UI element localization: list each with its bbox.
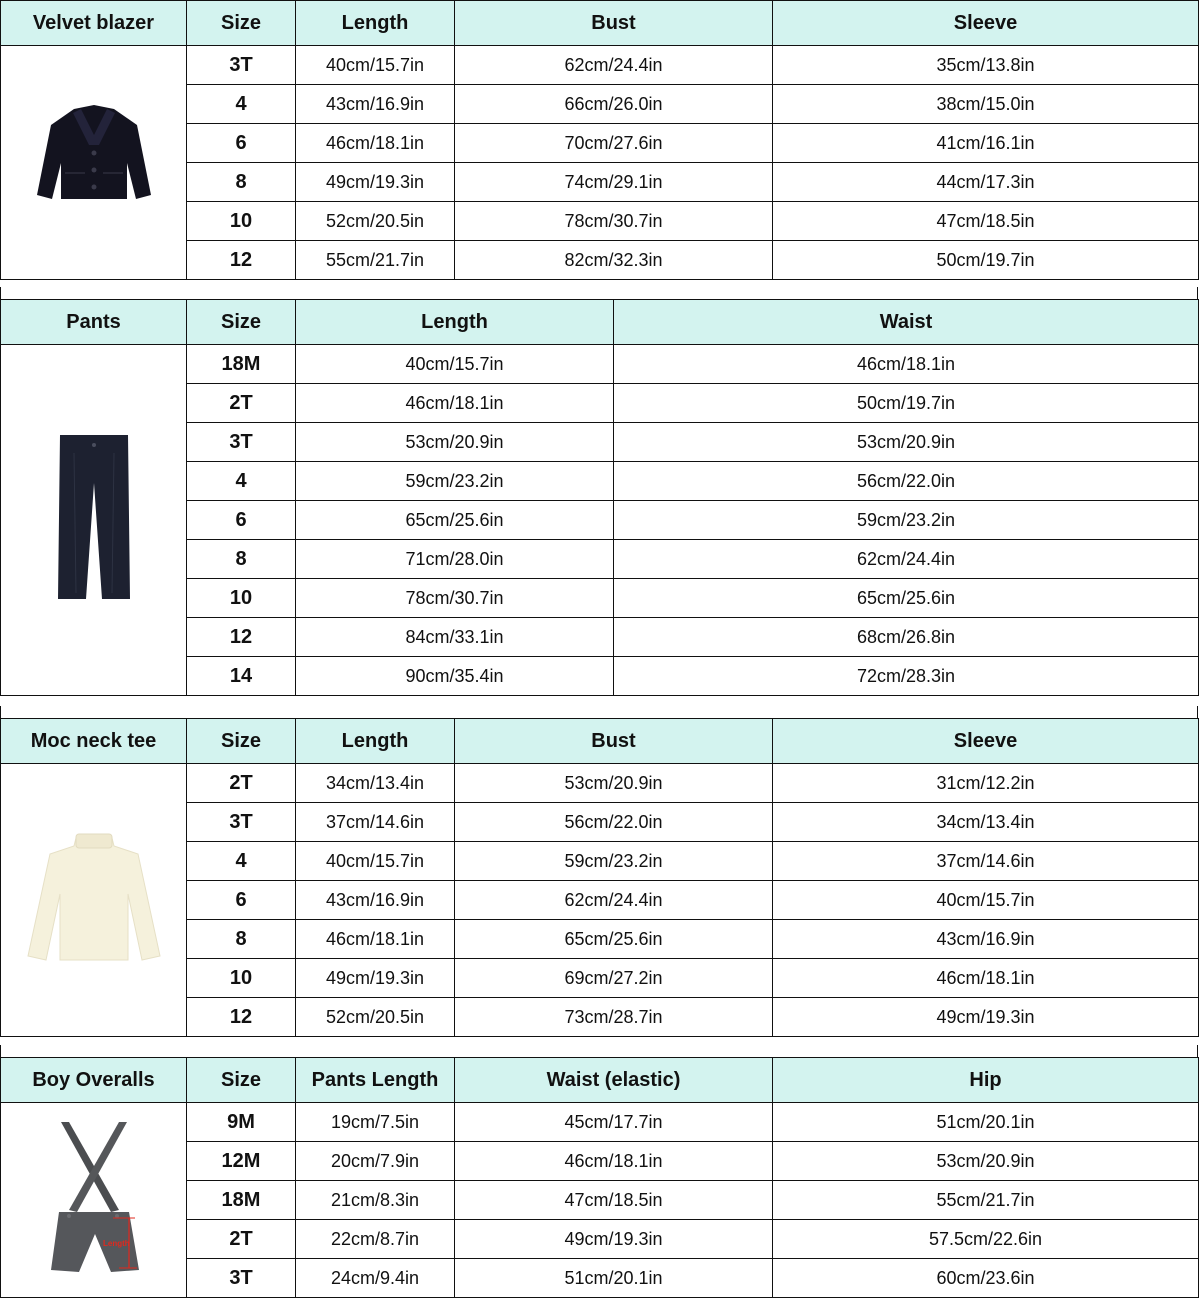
measurement-cell: 53cm/20.9in <box>455 764 773 803</box>
measurement-cell: 43cm/16.9in <box>296 881 455 920</box>
measurement-cell: 34cm/13.4in <box>773 803 1199 842</box>
column-header: Hip <box>773 1058 1199 1103</box>
measurement-cell: 46cm/18.1in <box>296 124 455 163</box>
measurement-cell: 56cm/22.0in <box>614 462 1199 501</box>
measurement-cell: 53cm/20.9in <box>614 423 1199 462</box>
table-row <box>1 345 1199 384</box>
boy-overalls-image <box>39 1118 149 1278</box>
measurement-cell: 70cm/27.6in <box>455 124 773 163</box>
size-cell: 3T <box>187 1259 296 1298</box>
size-cell: 9M <box>187 1103 296 1142</box>
measurement-cell: 43cm/16.9in <box>773 920 1199 959</box>
column-header: Size <box>187 1058 296 1103</box>
column-header: Bust <box>455 719 773 764</box>
measurement-cell: 43cm/16.9in <box>296 85 455 124</box>
column-header: Waist (elastic) <box>455 1058 773 1103</box>
measurement-cell: 37cm/14.6in <box>773 842 1199 881</box>
length-annotation: Length <box>102 1238 130 1248</box>
measurement-cell: 37cm/14.6in <box>296 803 455 842</box>
measurement-cell: 44cm/17.3in <box>773 163 1199 202</box>
measurement-cell: 41cm/16.1in <box>773 124 1199 163</box>
size-cell: 3T <box>187 803 296 842</box>
column-header: Waist <box>614 300 1199 345</box>
measurement-cell: 31cm/12.2in <box>773 764 1199 803</box>
measurement-cell: 55cm/21.7in <box>773 1181 1199 1220</box>
column-header: Bust <box>455 1 773 46</box>
size-cell: 18M <box>187 345 296 384</box>
size-cell: 18M <box>187 1181 296 1220</box>
product-image-cell <box>1 764 187 1037</box>
measurement-cell: 38cm/15.0in <box>773 85 1199 124</box>
table-header-row <box>1 1058 1199 1103</box>
column-header: Length <box>296 1 455 46</box>
measurement-cell: 71cm/28.0in <box>296 540 614 579</box>
measurement-cell: 46cm/18.1in <box>455 1142 773 1181</box>
measurement-cell: 55cm/21.7in <box>296 241 455 280</box>
measurement-cell: 40cm/15.7in <box>296 345 614 384</box>
measurement-cell: 73cm/28.7in <box>455 998 773 1037</box>
size-table-pants <box>0 299 1198 696</box>
product-name: Boy Overalls <box>1 1058 187 1103</box>
measurement-cell: 46cm/18.1in <box>296 384 614 423</box>
column-header: Size <box>187 719 296 764</box>
pants-image <box>54 433 134 603</box>
section-divider <box>0 706 1198 718</box>
measurement-cell: 50cm/19.7in <box>614 384 1199 423</box>
product-image-cell <box>1 46 187 280</box>
size-cell: 12 <box>187 998 296 1037</box>
size-cell: 3T <box>187 46 296 85</box>
measurement-cell: 90cm/35.4in <box>296 657 614 696</box>
size-cell: 12M <box>187 1142 296 1181</box>
measurement-cell: 78cm/30.7in <box>296 579 614 618</box>
measurement-cell: 62cm/24.4in <box>455 881 773 920</box>
measurement-cell: 51cm/20.1in <box>455 1259 773 1298</box>
measurement-cell: 20cm/7.9in <box>296 1142 455 1181</box>
table-row <box>1 764 1199 803</box>
size-cell: 6 <box>187 881 296 920</box>
table-header-row <box>1 1 1199 46</box>
measurement-cell: 19cm/7.5in <box>296 1103 455 1142</box>
column-header: Size <box>187 300 296 345</box>
measurement-cell: 62cm/24.4in <box>455 46 773 85</box>
product-name: Velvet blazer <box>1 1 187 46</box>
measurement-cell: 59cm/23.2in <box>296 462 614 501</box>
measurement-cell: 51cm/20.1in <box>773 1103 1199 1142</box>
measurement-cell: 47cm/18.5in <box>455 1181 773 1220</box>
measurement-cell: 84cm/33.1in <box>296 618 614 657</box>
size-cell: 2T <box>187 384 296 423</box>
size-cell: 8 <box>187 540 296 579</box>
measurement-cell: 22cm/8.7in <box>296 1220 455 1259</box>
measurement-cell: 50cm/19.7in <box>773 241 1199 280</box>
size-cell: 2T <box>187 764 296 803</box>
size-cell: 8 <box>187 920 296 959</box>
size-cell: 10 <box>187 959 296 998</box>
moc-neck-tee-image <box>24 830 164 965</box>
table-row <box>1 1103 1199 1142</box>
measurement-cell: 72cm/28.3in <box>614 657 1199 696</box>
measurement-cell: 52cm/20.5in <box>296 202 455 241</box>
measurement-cell: 52cm/20.5in <box>296 998 455 1037</box>
column-header: Sleeve <box>773 719 1199 764</box>
measurement-cell: 47cm/18.5in <box>773 202 1199 241</box>
column-header: Pants Length <box>296 1058 455 1103</box>
size-cell: 6 <box>187 501 296 540</box>
measurement-cell: 46cm/18.1in <box>614 345 1199 384</box>
product-name: Moc neck tee <box>1 719 187 764</box>
size-cell: 4 <box>187 462 296 501</box>
measurement-cell: 40cm/15.7in <box>773 881 1199 920</box>
measurement-cell: 74cm/29.1in <box>455 163 773 202</box>
size-cell: 12 <box>187 618 296 657</box>
table-header-row <box>1 300 1199 345</box>
size-cell: 12 <box>187 241 296 280</box>
table-row <box>1 46 1199 85</box>
product-name: Pants <box>1 300 187 345</box>
column-header: Size <box>187 1 296 46</box>
table-header-row <box>1 719 1199 764</box>
size-cell: 10 <box>187 202 296 241</box>
measurement-cell: 53cm/20.9in <box>296 423 614 462</box>
measurement-cell: 69cm/27.2in <box>455 959 773 998</box>
size-cell: 4 <box>187 85 296 124</box>
column-header: Length <box>296 300 614 345</box>
measurement-cell: 34cm/13.4in <box>296 764 455 803</box>
measurement-cell: 59cm/23.2in <box>455 842 773 881</box>
measurement-cell: 49cm/19.3in <box>773 998 1199 1037</box>
measurement-cell: 62cm/24.4in <box>614 540 1199 579</box>
measurement-cell: 65cm/25.6in <box>455 920 773 959</box>
measurement-cell: 46cm/18.1in <box>296 920 455 959</box>
section-divider <box>0 287 1198 299</box>
measurement-cell: 56cm/22.0in <box>455 803 773 842</box>
product-image-cell <box>1 1103 187 1298</box>
measurement-cell: 65cm/25.6in <box>614 579 1199 618</box>
measurement-cell: 21cm/8.3in <box>296 1181 455 1220</box>
size-cell: 10 <box>187 579 296 618</box>
measurement-cell: 53cm/20.9in <box>773 1142 1199 1181</box>
size-table-boy-overalls <box>0 1057 1198 1298</box>
product-image-cell <box>1 345 187 696</box>
section-divider <box>0 1045 1198 1057</box>
measurement-cell: 46cm/18.1in <box>773 959 1199 998</box>
measurement-cell: 45cm/17.7in <box>455 1103 773 1142</box>
measurement-cell: 49cm/19.3in <box>296 163 455 202</box>
size-cell: 2T <box>187 1220 296 1259</box>
velvet-blazer-image <box>19 95 169 225</box>
measurement-cell: 40cm/15.7in <box>296 842 455 881</box>
size-cell: 3T <box>187 423 296 462</box>
column-header: Length <box>296 719 455 764</box>
measurement-cell: 35cm/13.8in <box>773 46 1199 85</box>
size-table-moc-neck-tee <box>0 718 1198 1037</box>
size-cell: 14 <box>187 657 296 696</box>
measurement-cell: 78cm/30.7in <box>455 202 773 241</box>
column-header: Sleeve <box>773 1 1199 46</box>
measurement-cell: 68cm/26.8in <box>614 618 1199 657</box>
measurement-cell: 65cm/25.6in <box>296 501 614 540</box>
measurement-cell: 24cm/9.4in <box>296 1259 455 1298</box>
measurement-cell: 66cm/26.0in <box>455 85 773 124</box>
measurement-cell: 59cm/23.2in <box>614 501 1199 540</box>
measurement-cell: 40cm/15.7in <box>296 46 455 85</box>
measurement-cell: 49cm/19.3in <box>455 1220 773 1259</box>
measurement-cell: 60cm/23.6in <box>773 1259 1199 1298</box>
size-cell: 8 <box>187 163 296 202</box>
measurement-cell: 57.5cm/22.6in <box>773 1220 1199 1259</box>
size-cell: 6 <box>187 124 296 163</box>
measurement-cell: 49cm/19.3in <box>296 959 455 998</box>
measurement-cell: 82cm/32.3in <box>455 241 773 280</box>
size-cell: 4 <box>187 842 296 881</box>
size-table-velvet-blazer <box>0 0 1198 280</box>
